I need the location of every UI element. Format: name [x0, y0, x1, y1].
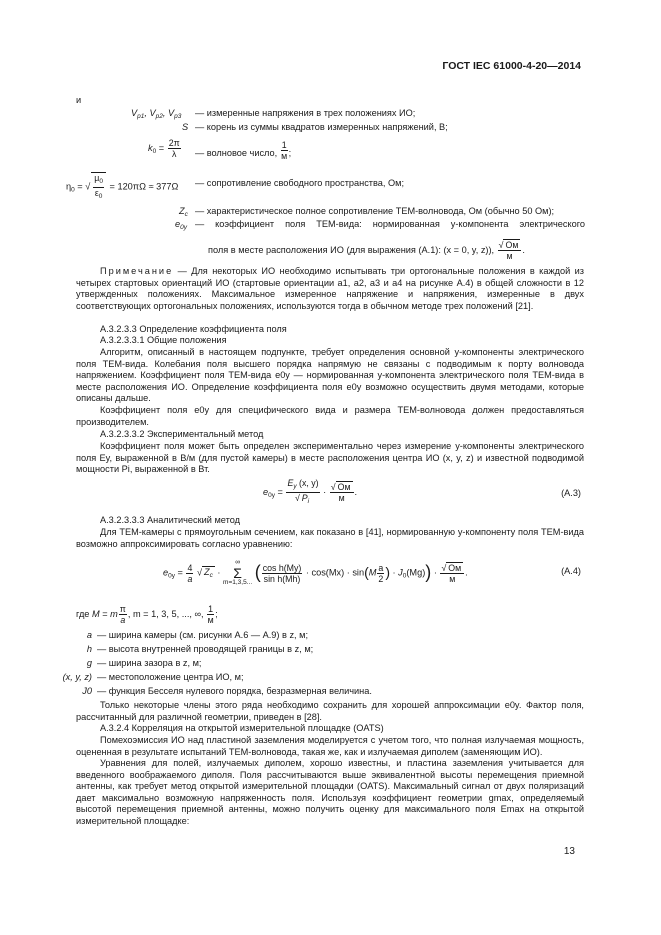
eta-value: = 120πΩ ≈ 377Ω	[109, 181, 179, 192]
where-line: где M = m $\frac{\pi}{a}$ , m = 1, 3, 5, ..., ∞, $\frac{1}{м}$ ;	[76, 604, 218, 625]
equation-a4: $e_{0y}$ = $\frac{4}{a}$ √ $Z_c$ · ∞ Σ m=1,3,5... ( $\frac{\text{cos h(My)}}{\text{sin h(Mh)}}$ · cos(Mx) · sin(M $\frac{a}{2}$ ) · $J_0(Mg)$) · $\frac{√ Ом}{м}$ .	[163, 559, 468, 586]
note-label: Примечание	[100, 266, 174, 276]
paragraph-emission: Помехоэмиссия ИО над пластиной заземления моделируется с учетом того, что полная излучаемая мощность, оцененная в результате испытаний ТЕМ-волновода, такая же, как и излучаемая диполем (заменяющим ИО).	[76, 735, 584, 757]
m-values: , m = 1, 3, 5, ..., ∞,	[127, 608, 204, 619]
section-a32332: А.3.2.3.3.2 Экспериментальный метод	[100, 429, 264, 439]
paragraph-few-terms: Только некоторые члены этого ряда необходимо сохранить для хорошей аппроксимации e0y. Фактор поля, рассчитанный для различной геометрии, приведен в [28].	[76, 700, 584, 722]
section-a3233: А.3.2.3.3 Определение коэффициента поля	[100, 324, 287, 334]
def-zc-text: характеристическое полное сопротивление ТЕМ-волновода, Ом (обычно 50 Ом);	[206, 206, 555, 216]
where-word: где	[76, 608, 90, 619]
equation-a4-number: (А.4)	[561, 566, 581, 576]
def-e0y-line1: — коэффициент поля ТЕМ-вида: нормированная y-компонента электрического	[195, 219, 585, 229]
symbol-h: h	[86, 644, 92, 654]
def-eta: — сопротивление свободного пространства, Ом;	[195, 178, 405, 188]
def-a: — ширина камеры (см. рисунки А.6 — А.9) в z, м;	[97, 630, 309, 640]
def-vp: — измеренные напряжения в трех положениях ИО;	[195, 108, 416, 118]
def-k0-text: волновое число,	[206, 147, 278, 158]
paragraph-experimental: Коэффициент поля может быть определен экспериментально через измерение y-компоненты электрического поля Ey, выраженной в В/м (для пустой камеры) в месте расположения центра ИО (x, y, z) и известной подводимой мощности Pi, выраженной в Вт.	[76, 441, 584, 475]
paragraph-algorithm: Алгоритм, описанный в настоящем подпункте, требует определения основной y-компоненты электрического поля ТЕМ-вида. Колебания поля высшего порядка напрямую не связаны с подводимым к порту волновода напряжением. Коэффициент поля ТЕМ-вида e0y — нормированная y-компонента электрического поля ТЕМ-вида в месте расположения ИО. Определение коэффициента поля e0y возможно осуществить двумя методами, которые описаны дальше.	[76, 347, 584, 404]
def-xyz: — местоположение центра ИО, м;	[97, 672, 244, 682]
def-s: — корень из суммы квадратов измеренных напряжений, В;	[195, 122, 448, 132]
symbol-s: S	[182, 122, 189, 132]
page-number: 13	[563, 846, 575, 857]
symbol-a: a	[86, 630, 92, 640]
def-h-text: высота внутренней проводящей границы в z, м;	[108, 644, 314, 654]
section-a32333: А.3.2.3.3.3 Аналитический метод	[100, 515, 240, 525]
def-j0-text: функция Бесселя нулевого порядка, безразмерная величина.	[108, 686, 372, 696]
def-j0: — функция Бесселя нулевого порядка, безразмерная величина.	[97, 686, 372, 696]
equation-a3: $e_{0y}$ = $\frac{E_y (x, y)}{√ P_i}$ · $\frac{√ Ом}{м}$ .	[263, 478, 358, 505]
def-eta-text: сопротивление свободного пространства, Ом;	[206, 178, 405, 188]
symbol-xyz: (x, y, z)	[62, 672, 92, 682]
def-e0y-text2: поля в месте расположения ИО (для выражения (А.1): (x = 0, y, z)),	[208, 244, 495, 255]
paragraph-analytical: Для ТЕМ-камеры с прямоугольным сечением, как показано в [41], нормированную y-компоненту поля ТЕМ-вида возможно аппроксимировать согласно уравнению:	[76, 527, 584, 549]
def-zc: — характеристическое полное сопротивление ТЕМ-волновода, Ом (обычно 50 Ом);	[195, 206, 555, 216]
section-a32331: А.3.2.3.3.1 Общие положения	[100, 335, 227, 345]
note-paragraph	[76, 266, 584, 312]
section-a324: А.3.2.4 Корреляция на открытой измерительной площадке (OATS)	[100, 723, 384, 733]
symbol-vp: $V_{p1}$, $V_{p2}$, $V_{p3}$	[131, 108, 182, 120]
def-g-text: ширина зазора в z, м;	[108, 658, 202, 668]
def-e0y-line2: поля в месте расположения ИО (для выражения (А.1): (x = 0, y, z)), $\frac{√ Ом}{м}$ .	[208, 240, 525, 261]
def-k0: — волновое число, $\frac{1}{м}$ ;	[195, 140, 292, 161]
def-a-text: ширина камеры (см. рисунки А.6 — А.9) в z, м;	[108, 630, 309, 640]
paragraph-dipole-equations: Уравнения для полей, излучаемых диполем, хорошо известны, и пластина заземления учитывается для введенного воображаемого диполя. Поля рассчитываются выше эквивалентной высоты перемещения приемной антенны, как требует метод открытой измерительной площадки (OATS). Максимальный сигнал от двух поляризаций дает максимально возможную напряженность поля. Используя коэффициент геометрии gmax, определяемый высотой перемещения приемной антенны, можно получить оценку для максимального поля Emax на открытой измерительной площадке:	[76, 758, 584, 826]
def-h: — высота внутренней проводящей границы в z, м;	[97, 644, 314, 654]
formula-eta0: $\eta_0$ = √ $\frac{\mu_0}{\varepsilon_0}$ = 120πΩ ≈ 377Ω	[66, 173, 179, 200]
def-g: — ширина зазора в z, м;	[97, 658, 202, 668]
symbol-j0: J0	[82, 686, 92, 696]
def-e0y-text1: коэффициент поля ТЕМ-вида: нормированная y-компонента электрического	[215, 219, 585, 229]
formula-k0: $k_0$ = $\frac{2\pi}{\lambda}$	[148, 138, 180, 159]
def-s-text: корень из суммы квадратов измеренных напряжений, В;	[206, 122, 448, 132]
def-xyz-text: местоположение центра ИО, м;	[108, 672, 244, 682]
symbol-e0y: $e_{0y}$	[175, 219, 187, 231]
symbol-g: g	[86, 658, 92, 668]
def-vp-text: измеренные напряжения в трех положениях ИО;	[206, 108, 416, 118]
note-text: — Для некоторых ИО необходимо испытывать три ортогональные положения в каждой из четырех стартовых ориентаций ИО (стартовые ориентации а1, а2, а3 и а4 на рисунке А.4) в общей сложности в 12 утвержденных положениях. Максимальное измеренное напряжение и напряжения, измеренные в двух соответствующих ортогональных положениях, используются тогда в обычном методе трех положений [21].	[76, 266, 584, 311]
intro-word: и	[76, 95, 82, 105]
symbol-zc: $Z_c$	[179, 206, 188, 218]
document-header: ГОСТ IEC 61000-4-20—2014	[442, 60, 581, 72]
paragraph-coefficient: Коэффициент поля e0y для специфического вида и размера ТЕМ-волновода должен предоставляться производителем.	[76, 405, 584, 427]
equation-a3-number: (А.3)	[561, 488, 581, 498]
